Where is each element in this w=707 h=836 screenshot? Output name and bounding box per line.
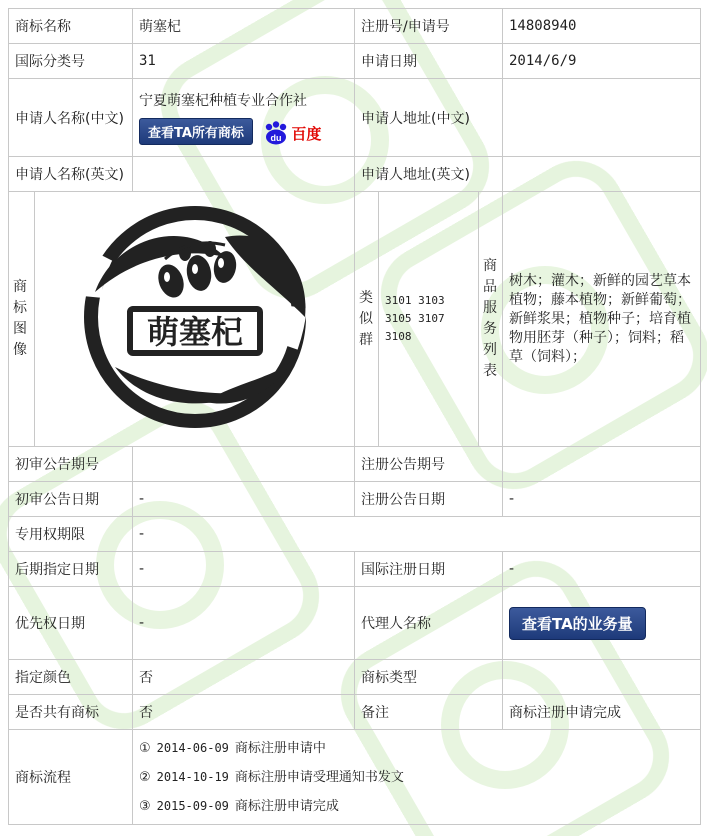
applicant-name-text: 宁夏萌塞杞种植专业合作社 [139,93,307,109]
value-intl-class: 31 [133,44,355,79]
value-registration-number: 14808940 [503,9,701,44]
trademark-flow-list [133,730,701,825]
label-prelim-pub-date: 初审公告日期 [9,482,133,517]
value-apply-date: 2014/6/9 [503,44,701,79]
label-similar-groups: 类 似 群 [355,192,379,447]
baidu-paw-icon [263,121,289,145]
baidu-search-link[interactable] [263,121,321,145]
label-agent-name: 代理人名称 [355,587,503,660]
label-mark-type: 商标类型 [355,660,503,695]
label-address-cn: 申请人地址(中文) [355,79,503,157]
flow-step: ② 2014-10-19 商标注册申请受理通知书发文 [139,769,404,785]
label-address-en: 申请人地址(英文) [355,157,503,192]
value-mark-type [503,660,701,695]
baidu-label: 百度 [291,124,322,143]
image-label-vertical: 商 标 图 像 [13,279,27,358]
value-reg-pub-date: - [503,482,701,517]
value-address-cn [503,79,701,157]
logo-wordmark: 萌塞杞 [146,313,243,351]
value-shared-mark: 否 [133,695,355,730]
label-shared-mark: 是否共有商标 [9,695,133,730]
value-designated-color: 否 [133,660,355,695]
value-services-list: 树木；灌木；新鲜的园艺草本植物；藤本植物；新鲜葡萄；新鲜浆果；植物种子；培育植物用胚芽（种子）；饲料；稻草（饲料）； [503,192,701,447]
label-trademark-image [9,192,35,447]
label-trademark-flow: 商标流程 [9,730,133,825]
label-reg-pub-date: 注册公告日期 [355,482,503,517]
label-applicant-cn: 申请人名称(中文) [9,79,133,157]
similar-group-line: 3105 3107 [385,312,445,325]
label-intl-class: 国际分类号 [9,44,133,79]
value-applicant-cn [133,79,355,157]
flow-step: ③ 2015-09-09 商标注册申请完成 [139,798,339,814]
similar-group-line: 3108 [385,330,412,343]
label-reg-pub-no: 注册公告期号 [355,447,503,482]
value-priority-date: - [133,587,355,660]
value-prelim-pub-no [133,447,355,482]
value-prelim-pub-date: - [133,482,355,517]
value-exclusive-period: - [133,517,701,552]
label-exclusive-period: 专用权期限 [9,517,133,552]
trademark-logo [75,197,315,437]
label-trademark-name: 商标名称 [9,9,133,44]
label-remark: 备注 [355,695,503,730]
value-remark: 商标注册申请完成 [503,695,701,730]
label-apply-date: 申请日期 [355,44,503,79]
view-business-button[interactable]: 查看TA的业务量 [509,607,646,640]
trademark-image-cell [35,192,355,447]
value-intl-reg-date: - [503,552,701,587]
label-applicant-en: 申请人名称(英文) [9,157,133,192]
value-similar-groups [379,192,479,447]
value-later-designation-date: - [133,552,355,587]
view-all-marks-button[interactable]: 查看TA所有商标 [139,118,253,145]
trademark-detail-table [8,8,701,825]
label-prelim-pub-no: 初审公告期号 [9,447,133,482]
label-priority-date: 优先权日期 [9,587,133,660]
label-registration-number: 注册号/申请号 [355,9,503,44]
value-reg-pub-no [503,447,701,482]
value-address-en [503,157,701,192]
label-services-list: 商 品 服 务 列 表 [479,192,503,447]
label-later-designation-date: 后期指定日期 [9,552,133,587]
svg-text:du: du [270,133,282,143]
value-agent-name [503,587,701,660]
similar-group-line: 3101 3103 [385,294,445,307]
value-trademark-name: 萌塞杞 [133,9,355,44]
value-applicant-en [133,157,355,192]
label-designated-color: 指定颜色 [9,660,133,695]
label-intl-reg-date: 国际注册日期 [355,552,503,587]
flow-step: ① 2014-06-09 商标注册申请中 [139,740,326,756]
